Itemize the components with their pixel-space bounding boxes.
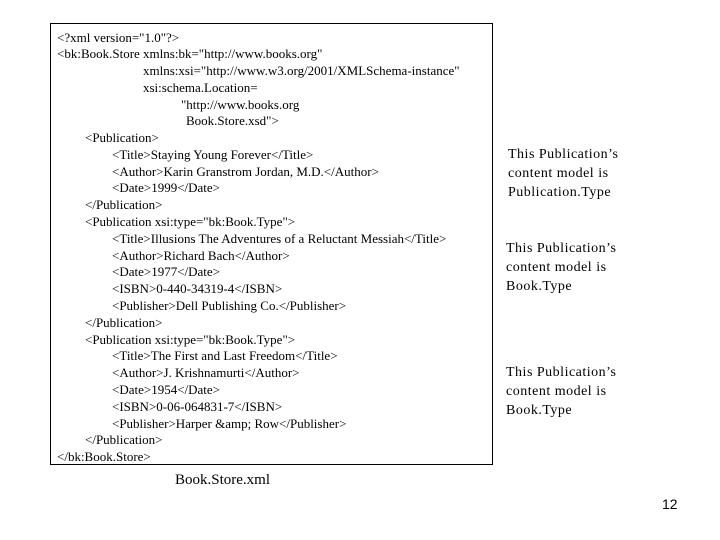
code-line-25: </Publication> bbox=[85, 432, 163, 447]
note-book-type-1 bbox=[506, 239, 617, 296]
note-line: This Publication’s bbox=[506, 241, 617, 256]
code-line-11: </Publication> bbox=[85, 197, 163, 212]
code-line-7: <Publication> bbox=[85, 130, 159, 145]
note-line: content model is bbox=[508, 166, 609, 181]
note-line: This Publication’s bbox=[506, 365, 617, 380]
code-line-14: <Author>Richard Bach</Author> bbox=[112, 248, 290, 263]
code-line-22: <Date>1954</Date> bbox=[112, 382, 221, 397]
note-line: Book.Type bbox=[506, 279, 573, 294]
code-line-16: <ISBN>0-440-34319-4</ISBN> bbox=[112, 281, 283, 296]
page-number: 12 bbox=[662, 496, 678, 512]
code-line-9: <Author>Karin Granstrom Jordan, M.D.</Author> bbox=[112, 164, 379, 179]
code-line-19: <Publication xsi:type="bk:Book.Type"> bbox=[85, 332, 296, 347]
code-line-1: <?xml version="1.0"?> bbox=[57, 30, 180, 45]
code-line-2: <bk:Book.Store xmlns:bk="http://www.books.org" bbox=[57, 46, 323, 61]
code-line-26: </bk:Book.Store> bbox=[57, 449, 151, 464]
code-line-3: xmlns:xsi="http://www.w3.org/2001/XMLSchema-instance" bbox=[143, 63, 460, 78]
code-line-13: <Title>Illusions The Adventures of a Reluctant Messiah</Title> bbox=[112, 231, 447, 246]
code-line-8: <Title>Staying Young Forever</Title> bbox=[112, 147, 314, 162]
note-line: content model is bbox=[506, 260, 607, 275]
code-line-24: <Publisher>Harper &amp; Row</Publisher> bbox=[112, 416, 347, 431]
code-line-10: <Date>1999</Date> bbox=[112, 180, 221, 195]
note-book-type-2 bbox=[506, 363, 617, 420]
file-caption: Book.Store.xml bbox=[175, 472, 271, 488]
note-publication-type bbox=[508, 145, 619, 202]
note-line: Book.Type bbox=[506, 403, 573, 418]
code-line-17: <Publisher>Dell Publishing Co.</Publisher> bbox=[112, 298, 347, 313]
code-line-18: </Publication> bbox=[85, 315, 163, 330]
note-line: Publication.Type bbox=[508, 185, 612, 200]
code-line-21: <Author>J. Krishnamurti</Author> bbox=[112, 365, 300, 380]
note-line: This Publication’s bbox=[508, 147, 619, 162]
code-line-12: <Publication xsi:type="bk:Book.Type"> bbox=[85, 214, 296, 229]
code-line-23: <ISBN>0-06-064831-7</ISBN> bbox=[112, 399, 283, 414]
code-line-4: xsi:schema.Location= bbox=[143, 80, 258, 95]
code-line-5: "http://www.books.org bbox=[181, 97, 300, 112]
note-line: content model is bbox=[506, 384, 607, 399]
code-line-20: <Title>The First and Last Freedom</Title> bbox=[112, 348, 338, 363]
code-line-6: Book.Store.xsd"> bbox=[186, 113, 279, 128]
code-line-15: <Date>1977</Date> bbox=[112, 264, 221, 279]
